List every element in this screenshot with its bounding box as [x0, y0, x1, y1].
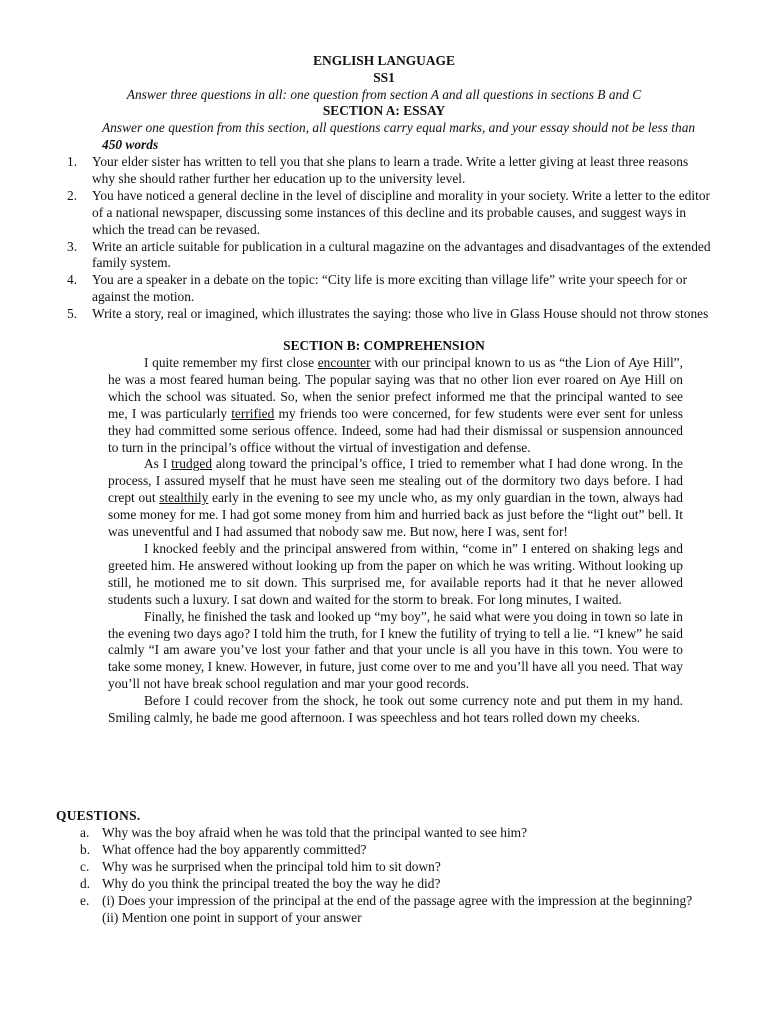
question-number: 5. — [67, 306, 78, 322]
comprehension-question — [76, 859, 716, 876]
underlined-word: terrified — [231, 405, 275, 421]
question-letter: b. — [80, 841, 91, 857]
passage-text: I quite remember my first close — [144, 355, 315, 370]
underlined-word: trudged — [171, 456, 213, 472]
essay-question — [62, 239, 712, 273]
question-text: Why was he surprised when the principal told him to sit down? — [102, 858, 441, 874]
passage-text: early in the evening to see my uncle who, as my only guardian in the town, always had some money for me. I had got some money from him and hurried back as just before the “light out” bell. It was uneventful and I had assumed that nobody saw me. But now, here I was, sent for! — [108, 490, 683, 540]
essay-question — [62, 154, 712, 188]
passage-paragraph — [108, 456, 683, 541]
comprehension-question-list — [76, 825, 716, 926]
passage-paragraph: Finally, he finished the task and looked up “my boy”, he said what were you doing in town so late in the evening two days ago? I told him the truth, for I knew the futility of trying to tell a lie. “I knew” he said calmly “I am aware you’ve lost your father and that your uncle is all you have in this town. You were to take some money, I knew. However, in future, just come over to me and you’ll have all you need. That way you’ll not have break school regulation and mar your good records. — [108, 608, 683, 692]
passage-paragraph: I knocked feebly and the principal answered from within, “come in” I entered on shaking legs and greeted him. He answered without looking up from the paper on which he was writing. Without looking up still, he motioned me to sit down. This surprised me, for available reports had it that he never allowed students such a luxury. I sat down and waited for the storm to break. For long minutes, I waited. — [108, 540, 683, 607]
question-text: Why was the boy afraid when he was told that the principal wanted to see him? — [102, 825, 528, 840]
question-letter: a. — [80, 825, 90, 840]
question-letter: d. — [80, 875, 91, 891]
passage-paragraph — [108, 355, 683, 456]
essay-question — [62, 188, 712, 239]
comprehension-question — [76, 876, 716, 893]
section-a-heading: SECTION A: ESSAY — [322, 103, 446, 118]
question-letter: c. — [80, 858, 90, 874]
sub-question: (ii) Mention one point in support of your answer — [102, 909, 362, 925]
comprehension-question — [76, 825, 716, 842]
essay-question — [62, 306, 712, 323]
question-text: Why do you think the principal treated the boy the way he did? — [102, 875, 441, 891]
passage-text: my friends too were concerned, for few students were ever sent for unless they had committed some serious offence. Indeed, some had had their dismissal or suspension announced to turn in the principal’s office without the virtual of investigation and defense. — [108, 405, 683, 455]
comprehension-question — [76, 893, 716, 927]
comprehension-question — [76, 842, 716, 859]
comprehension-passage — [108, 355, 683, 727]
passage-text: As I — [144, 456, 168, 472]
general-instruction: Answer three questions in all: one question from section A and all questions in sections B and C — [126, 87, 642, 102]
question-number: 1. — [67, 154, 78, 169]
word-count: 450 words — [102, 136, 159, 152]
question-text: Write an article suitable for publication in a cultural magazine on the advantages and disadvantages of the extended family system. — [92, 238, 711, 271]
section-b-heading: SECTION B: COMPREHENSION — [283, 338, 485, 353]
questions-heading: QUESTIONS. — [56, 808, 141, 823]
section-a-instruction-text: Answer one question from this section, all questions carry equal marks, and your essay should not be less than — [102, 120, 696, 135]
question-text: Your elder sister has written to tell you that she plans to learn a trade. Write a letter giving at least three reasons why she should rather further her education up to the university level. — [92, 154, 689, 186]
essay-question — [62, 272, 712, 306]
question-number: 3. — [67, 238, 78, 254]
exam-title: ENGLISH LANGUAGE — [313, 53, 455, 68]
passage-paragraph: Before I could recover from the shock, he took out some currency note and put them in my hand. Smiling calmly, he bade me good afternoon. I was speechless and hot tears rolled down my cheeks. — [108, 693, 683, 726]
underlined-word: stealthily — [159, 490, 209, 506]
question-text: What offence had the boy apparently committed? — [102, 841, 367, 857]
question-text: Write a story, real or imagined, which illustrates the saying: those who live in Glass House should not throw stones — [92, 306, 709, 322]
passage-text: along toward the principal’s office, I tried to remember what I had done wrong. In the process, I assured myself that he must have seen me stealing out of the dormitory two days before. I had crept out — [108, 456, 683, 506]
section-a-instruction — [102, 120, 702, 154]
underlined-word: encounter — [317, 355, 371, 370]
question-number: 2. — [67, 187, 78, 203]
question-text: You have noticed a general decline in the level of discipline and morality in your society. Write a letter to the editor of a national newspaper, discussing some instances of this decline and its probable causes, and suggest ways in which the tread can be revased. — [92, 187, 710, 237]
question-text: You are a speaker in a debate on the topic: “City life is more exciting than village life” write your speech for or against the motion. — [92, 272, 688, 305]
question-number: 4. — [67, 272, 78, 288]
question-letter: e. — [80, 892, 90, 908]
class-label: SS1 — [373, 70, 395, 85]
passage-text: with our principal known to us as “the Lion of Aye Hill”, he was a most feared human being. The popular saying was that no other lion ever roared on Aye Hill on which the school was situated. So, when the senior prefect informed me that the principal wanted to see me, I was particularly — [108, 355, 683, 421]
question-text: (i) Does your impression of the principal at the end of the passage agree with the impression at the beginning? — [102, 892, 693, 908]
essay-question-list — [62, 154, 712, 323]
